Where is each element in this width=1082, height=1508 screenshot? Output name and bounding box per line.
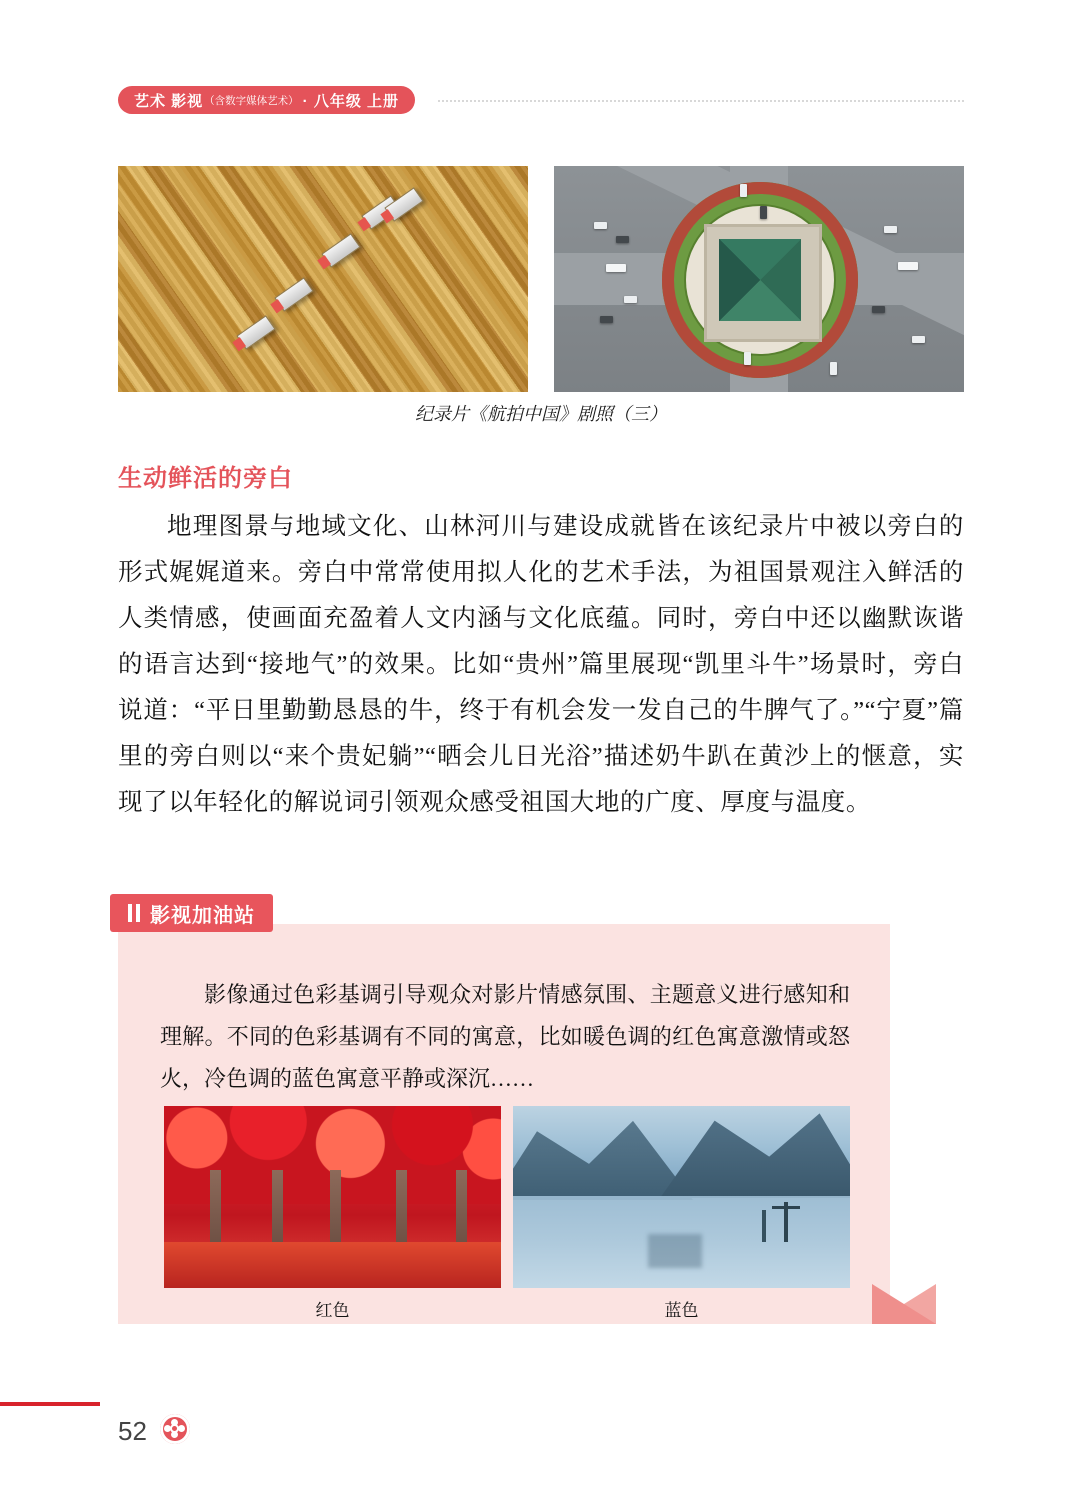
- tipbox-tab-label: 影视加油站: [150, 904, 255, 927]
- section-heading: 生动鲜活的旁白: [118, 465, 293, 492]
- photo-blue-lake: [513, 1106, 850, 1288]
- film-reel-icon: [160, 1414, 190, 1444]
- header-subject-note: （含数字媒体艺术）: [204, 94, 299, 107]
- corner-decoration-front: [872, 1284, 936, 1324]
- tipbox-figure-group: [164, 1106, 850, 1288]
- header-dotted-rule: [438, 100, 964, 102]
- tipbox-caption-red: 红色: [315, 1301, 350, 1320]
- tipbox: [118, 924, 890, 1324]
- tipbox-tab: [110, 894, 273, 932]
- figure-image-roundabout: [554, 166, 964, 392]
- page-header: [118, 86, 964, 116]
- pause-icon: [128, 904, 140, 922]
- figure-caption-top: 纪录片《航拍中国》剧照（三）: [415, 404, 667, 424]
- tipbox-text: 影像通过色彩基调引导观众对影片情感氛围、主题意义进行感知和理解。不同的色彩基调有不同的寓意，比如暖色调的红色寓意激情或怒火，冷色调的蓝色寓意平静或深沉……: [160, 982, 850, 1091]
- tipbox-captions: [164, 1296, 850, 1321]
- header-grade: · 八年级 上册: [302, 92, 400, 110]
- footer-rule: [0, 1402, 100, 1406]
- figure-image-harvest-field: [118, 166, 528, 392]
- photo-harvest-field: [118, 166, 528, 392]
- tipbox-caption-blue: 蓝色: [664, 1301, 699, 1320]
- photo-red-forest: [164, 1106, 501, 1288]
- photo-roundabout: [554, 166, 964, 392]
- tipbox-image-red: [164, 1106, 501, 1288]
- header-subject: 艺术 影视: [134, 92, 204, 110]
- page-number: 52: [118, 1416, 147, 1446]
- header-subject-tag: [118, 86, 415, 114]
- section-paragraph: 地理图景与地域文化、山林河川与建设成就皆在该纪录片中被以旁白的形式娓娓道来。旁白中常常使用拟人化的艺术手法，为祖国景观注入鲜活的人类情感，使画面充盈着人文内涵与文化底蕴。同时，旁白中还以幽默诙谐的语言达到“接地气”的效果。比如“贵州”篇里展现“凯里斗牛”场景时，旁白说道：“平日里勤勤恳恳的牛，终于有机会发一发自己的牛脾气了。”“宁夏”篇里的旁白则以“来个贵妃躺”“晒会儿日光浴”描述奶牛趴在黄沙上的惬意，实现了以年轻化的解说词引领观众感受祖国大地的广度、厚度与温度。: [118, 513, 964, 816]
- tipbox-image-blue: [513, 1106, 850, 1288]
- figure-group-top: [118, 166, 964, 392]
